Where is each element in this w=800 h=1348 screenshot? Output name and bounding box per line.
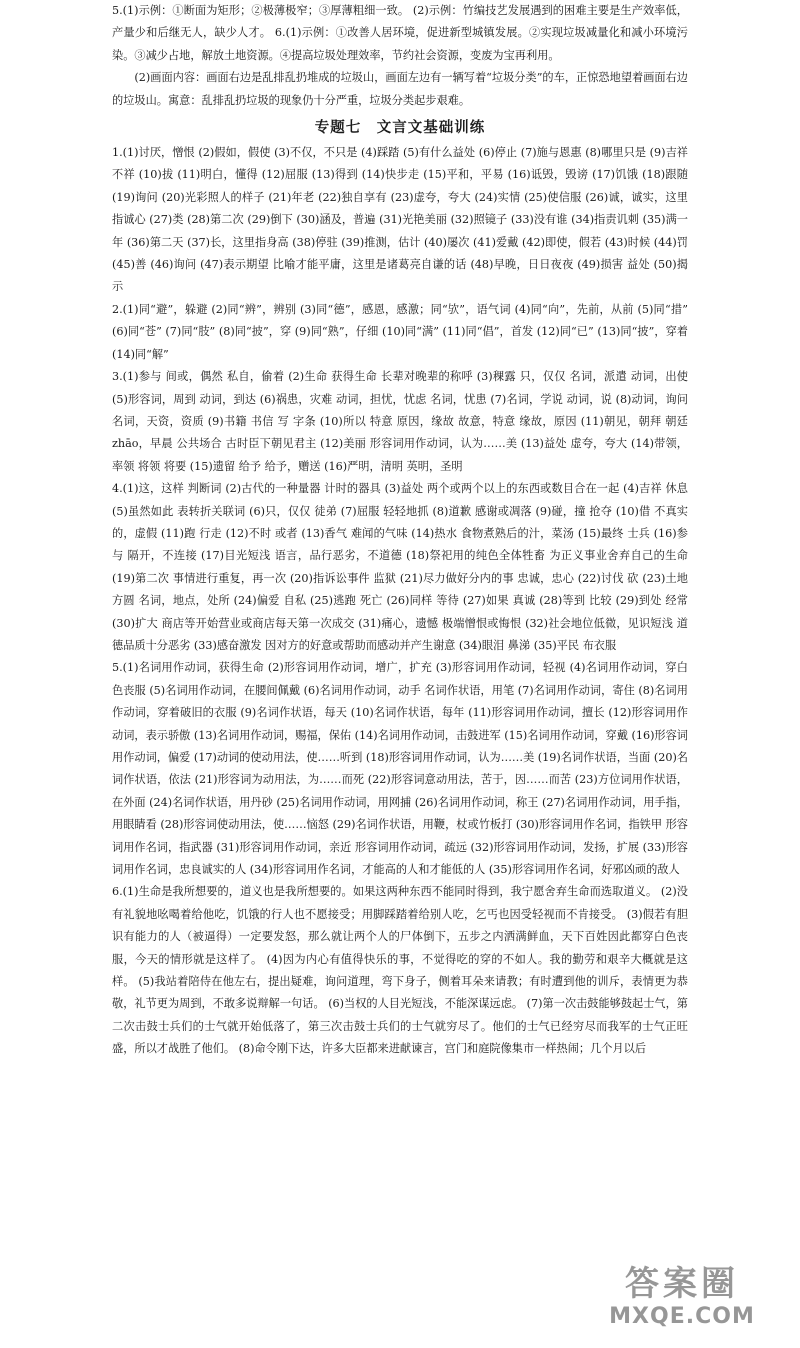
answer-q3: 3.(1)参与 间或，偶然 私自，偷着 (2)生命 获得生命 长辈对晚辈的称呼 (3)稞露 只，仅仅 名词，派遣 动词，出使 (5)形容词，周到 动词，到达 (6)祸患，灾难 动词，担忧，忧虑 名词，忧患 (7)名词，学说 动词，说 (8)动词，询问 名词，天资，资质 (9)书籍 书信 写 字条 (10)所以 特意 原因，缘故 故意，特意 缘故，原因 (11)朝见，朝拜 朝廷 zhāo，早晨 公共场合 古时臣下朝见君主 (12)美丽 形容词用作动词，认为……美 (13)益处 虚夸，夸大 (14)带领，率领 将领 将要 (15)遗留 给予 给予，赠送 (16)严明，清明 英明，圣明 (112, 370, 688, 473)
watermark-url: MXQE.COM (609, 1304, 755, 1329)
answer-q6: 6.(1)生命是我所想要的，道义也是我所想要的。如果这两种东西不能同时得到，我宁愿舍弃生命而选取道义。 (2)没有礼貌地吆喝着给他吃，饥饿的行人也不愿接受；用脚踩踏着给别人吃，乞丐也因受轻视而不肯接受。 (3)假若有胆识有能力的人（被逼得）一定要发怒，那么就让两个人的尸体倒下，五步之内洒满鲜血，天下百姓因此都穿白色丧服，今天的情形就是这样了。 (4)因为内心有值得快乐的事，不觉得吃的穿的不如人。我的勤劳和艰辛大概就是这样。 (5)我站着陪侍在他左右，提出疑难，询问道理，弯下身子，侧着耳朵来请教；有时遭到他的训斥，表情更为恭敬，礼节更为周到，不敢多说辩解一句话。 (6)当权的人目光短浅，不能深谋远虑。 (7)第一次击鼓能够鼓起士气，第二次击鼓士兵们的士气就开始低落了，第三次击鼓士兵们的士气就穷尽了。他们的士气已经穷尽而我军的士气正旺盛，所以才战胜了他们。 (8)命令刚下达，许多大臣都来进献谏言，宫门和庭院像集市一样热闹；几个月以后 (112, 885, 688, 1056)
section-title: 专题七 文言文基础训练 (314, 119, 486, 137)
watermark (582, 1264, 782, 1338)
answer-q4: 4.(1)这，这样 判断词 (2)古代的一种量器 计时的器具 (3)益处 两个或两个以上的东西或数目合在一起 (4)吉祥 休息 (5)虽然如此 表转折关联词 (6)只，仅仅 徒弟 (7)屈服 轻轻地抓 (8)道歉 感谢或凋落 (9)碰，撞 抢夺 (10)借 不真实的，虚假 (11)跑 行走 (12)不时 或者 (13)香气 难闻的气味 (14)热水 食物煮熟后的汁，菜汤 (15)最终 士兵 (16)参与 隔开，不连接 (17)目光短浅 语言，品行恶劣，不道德 (18)祭祀用的纯色全体牲畜 为正义事业舍弃自己的生命 (19)第二次 事情进行重复，再一次 (20)指诉讼事件 监狱 (21)尽力做好分内的事 忠诚，忠心 (22)讨伐 砍 (23)土地方圆 名词，地点，处所 (24)偏爱 自私 (25)逃跑 死亡 (26)同样 等待 (27)如果 真诚 (28)等到 比较 (29)到处 经常 (30)扩大 商店等开始营业或商店每天第一次成交 (31)痛心，遗憾 极端憎恨或悔恨 (32)社会地位低微，见识短浅 道德品质十分恶劣 (33)感奋激发 因对方的好意或帮助而感动并产生谢意 (34)眼泪 鼻涕 (35)平民 布衣服 (112, 482, 688, 652)
answer-top-6-2: (2)画面内容：画面右边是乱排乱扔堆成的垃圾山，画面左边有一辆写着“垃圾分类”的车，正惊恐地望着画面右边的垃圾山。寓意：乱排乱扔垃圾的现象仍十分严重，垃圾分类起步艰难。 (112, 71, 688, 107)
answer-page (112, 0, 688, 1061)
answer-q5: 5.(1)名词用作动词，获得生命 (2)形容词用作动词，增广，扩充 (3)形容词用作动词，轻视 (4)名词用作动词，穿白色丧服 (5)名词用作动词，在腰间佩戴 (6)名词用作动词，动手 名词作状语，用笔 (7)名词用作动词，寄住 (8)名词用作动词，穿着破旧的衣服 (9)名词作状语，每天 (10)名词作状语，每年 (11)形容词用作动词，擅长 (12)形容词用作动词，表示骄傲 (13)名词用作动词，赐福，保佑 (14)名词用作动词，击鼓进军 (15)名词用作动词，穿戴 (16)形容词用作动词，偏爱 (17)动词的使动用法，使……听到 (18)形容词用作动词，认为……美 (19)名词作状语，当面 (20)名词作状语，依法 (21)形容词为动用法，为……而死 (22)形容词意动用法，苦于，因……而苦 (23)方位词用作状语，在外面 (24)名词作状语，用丹砂 (25)名词用作动词，用网捕 (26)名词用作动词，称王 (27)名词用作动词，用手指，用眼睛看 (28)形容词使动用法，使……恼怒 (29)名词作状语，用鞭，杖或竹板打 (30)形容词用作名词，指铁甲 形容词用作名词，指武器 (31)形容词用作动词，亲近 形容词用作动词，疏远 (32)形容词用作动词，发扬，扩展 (33)形容词用作名词，忠良诚实的人 (34)形容词用作名词，才能高的人和才能低的人 (35)形容词用作名词，好邪凶顽的敌人 (112, 661, 688, 877)
answer-top-5: 5.(1)示例：①断面为矩形；②极薄极窄；③厚薄粗细一致。 (2)示例：竹编技艺发展遇到的困难主要是生产效率低，产量少和后继无人，缺少人才。 6.(1)示例：①改善人居环境，促进新型城镇发展。②实现垃圾减量化和减小环境污染。③减少占地，解放土地资源。④提高垃圾处理效率，节约社会资源，变废为宝再利用。 (112, 4, 688, 62)
watermark-logo: 答案圈 (625, 1264, 739, 1304)
answer-q1: 1.(1)讨厌，憎恨 (2)假如，假使 (3)不仅，不只是 (4)踩踏 (5)有什么益处 (6)停止 (7)施与恩惠 (8)哪里只是 (9)吉祥 不祥 (10)拔 (11)明白，懂得 (12)屈服 (13)得到 (14)快步走 (15)平和，平易 (16)诋毁，毁谤 (17)饥饿 (18)跟随 (19)询问 (20)光彩照人的样子 (21)年老 (22)独自享有 (23)虚夸，夸大 (24)实情 (25)使信服 (26)诚，诚实，这里指诚心 (27)类 (28)第二次 (29)倒下 (30)涵及，普遍 (31)光艳美丽 (32)照镜子 (33)没有谁 (34)指责讥刺 (35)满一年 (36)第二天 (37)长，这里指身高 (38)停驻 (39)推测，估计 (40)屡次 (41)爱戴 (42)即使，假若 (43)时候 (44)罚 (45)善 (46)询问 (47)表示期望 比喻才能平庸，这里是诸葛亮自谦的话 (48)早晚，日日夜夜 (49)损害 益处 (50)揭示 (112, 146, 688, 294)
answer-q2: 2.(1)同“避”，躲避 (2)同“辨”，辨别 (3)同“德”，感恩，感激；同“欤”，语气词 (4)同“向”，先前，从前 (5)同“措” (6)同“苍” (7)同“肢” (8)同“披”，穿 (9)同“熟”，仔细 (10)同“满” (11)同“倡”，首发 (12)同“已” (13)同“披”，穿着 (14)同“解” (112, 302, 688, 361)
